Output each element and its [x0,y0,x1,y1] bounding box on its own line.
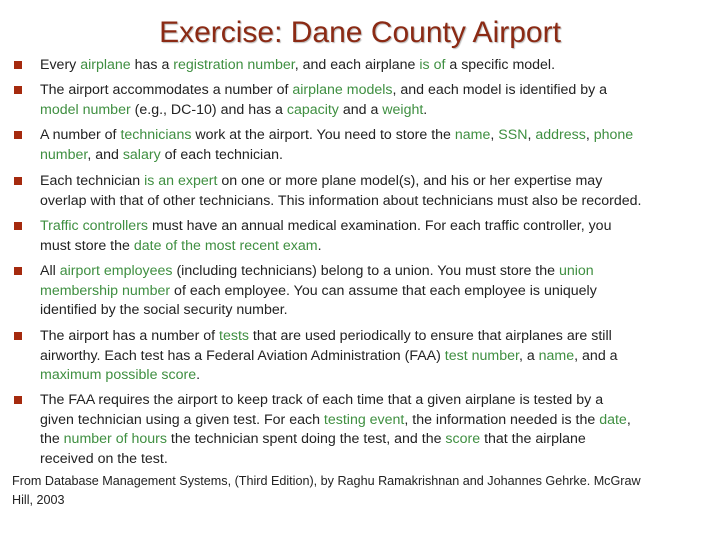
highlighted-term: airport employees [59,263,173,279]
text-segment: that the airplane received on the test. [40,431,586,468]
highlighted-term: address [535,127,586,143]
highlighted-term: date [599,411,627,428]
highlighted-term: test number [444,347,519,364]
text-segment: , [527,127,536,143]
text-segment: , a [518,347,539,364]
text-segment: Each technician [40,173,145,189]
highlighted-term: date of the most recent exam [133,237,318,254]
highlighted-term: capacity [286,101,339,118]
bullet-text [40,172,720,211]
text-segment: , and each model is identified by a [392,82,608,98]
text-segment: a specific model. [445,57,556,73]
text-segment: of each technician. [160,146,283,163]
text-segment: on one or more plane model(s), and his or her expertise may overlap with that of other technicians. This information about technicians must also be recorded. [40,173,642,209]
text-segment: , the information needed is the [404,411,600,428]
highlighted-term: tests [219,328,249,344]
square-bullet-icon [14,222,22,230]
text-segment: the technician spent doing the test, and the [166,431,446,448]
highlighted-term: name [454,127,491,143]
text-segment: (e.g., DC-10) and has a [130,101,287,118]
highlighted-term: score [445,431,481,448]
text-segment: , [490,127,499,143]
highlighted-term: phone number [40,127,634,163]
highlighted-term: union membership number [40,263,594,299]
highlighted-term: SSN [498,127,528,143]
highlighted-term: technicians [120,127,192,143]
bullet-text [40,56,720,76]
highlighted-term: Traffic controllers [40,218,149,234]
highlighted-term: maximum possible score [40,367,197,384]
square-bullet-icon [14,177,22,185]
text-segment: , and each airplane [294,57,420,73]
text-segment: . [423,101,428,118]
bullet-text [40,81,720,120]
text-segment: . [196,367,201,384]
highlighted-term: model number [40,101,131,118]
source-citation: From Database Management Systems, (Third Edition), by Raghu Ramakrishnan and Johannes Gehrke. McGraw Hill, 2003 [12,474,641,507]
highlighted-term: testing event [323,411,405,428]
square-bullet-icon [14,396,22,404]
text-segment: The airport accommodates a number of [40,82,293,98]
square-bullet-icon [14,332,22,340]
highlighted-term: is of [419,57,446,73]
text-segment: , [585,127,594,143]
highlighted-term: salary [122,146,161,163]
text-segment: A number of [40,127,121,143]
text-segment: must have an annual medical examination. For each traffic controller, you must store the [40,218,612,254]
text-segment: , and [87,146,123,163]
text-segment: (including technicians) belong to a union. You must store the [172,263,559,279]
bullet-text [40,327,720,386]
highlighted-term: airplane models [292,82,393,98]
square-bullet-icon [14,86,22,94]
highlighted-term: is an expert [144,173,218,189]
square-bullet-icon [14,267,22,275]
text-segment: The airport has a number of [40,328,220,344]
slide-title: Exercise: Dane County Airport [159,16,561,49]
bullet-text [40,126,720,165]
text-segment: has a [130,57,174,73]
highlighted-term: registration number [173,57,295,73]
bullet-text [40,217,720,256]
text-segment: that are used periodically to ensure that airplanes are still airworthy. Each test has a Federal Aviation Administration (FAA) [40,328,612,364]
text-segment: The FAA requires the airport to keep track of each time that a given airplane is tested by a given technician using a given test. For each [40,392,604,428]
text-segment: work at the airport. You need to store the [191,127,455,143]
square-bullet-icon [14,61,22,69]
text-segment: , and a [574,347,618,364]
text-segment: , the [40,411,631,448]
square-bullet-icon [14,131,22,139]
highlighted-term: name [538,347,575,364]
text-segment: Every [40,57,81,73]
highlighted-term: number of hours [63,431,167,448]
text-segment: All [40,263,60,279]
bullet-text [40,391,720,470]
highlighted-term: airplane [80,57,131,73]
text-segment: . [317,237,322,254]
text-segment: of each employee. You can assume that each employee is uniquely identified by the social security number. [40,282,597,319]
highlighted-term: weight [382,101,424,118]
text-segment: and a [338,101,383,118]
bullet-text [40,262,720,321]
